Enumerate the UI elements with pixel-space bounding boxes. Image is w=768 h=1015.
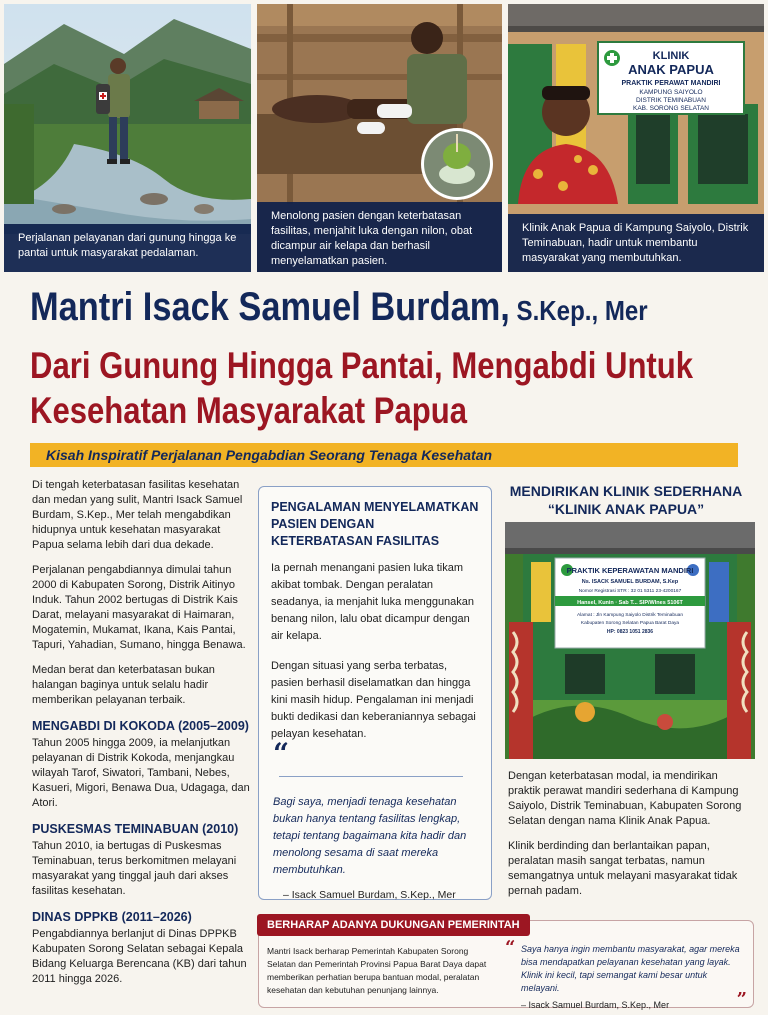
- clinic-story-text: [508, 769, 748, 909]
- clinic-photo: [505, 522, 755, 759]
- dppkb-paragraph: Pengabdiannya berlanjut di Dinas DPPKB Kabupaten Sorong Selatan sebagai Kepala Bidang Keluarga Berencana (KB) dari tahun 2011 hingga 2026.: [32, 928, 247, 985]
- rescue-story-paragraph-1: Ia pernah menangani pasien luka tikam akibat tombak. Dengan peralatan seadanya, ia menjahit luka menggunakan benang nilon, lalu obat dicampur dengan air kelapa.: [271, 562, 475, 642]
- clinic-sign-registration: Nomor Registrasi STR : 32 01 5311 23-4200167: [578, 589, 682, 594]
- clinic-sign-title: PRAKTIK KEPERAWATAN MANDIRI: [566, 566, 694, 575]
- intro-paragraph: Di tengah keterbatasan fasilitas kesehatan dan medan yang sulit, Mantri Isack Samuel Burdam, S.Kep., Mer telah mengabdikan hidupnya untuk kesehatan masyarakat Papua selama lebih dari dua dekade.: [32, 479, 243, 551]
- photo-caption-clinic: Klinik Anak Papua di Kampung Saiyolo, Distrik Teminabuan, hadir untuk membantu masyarakat yang membutuhkan.: [508, 214, 764, 272]
- quote-mark-icon: “: [273, 737, 290, 770]
- clinic-sign-permit: Hansel, Kunin · Sab T... SIP/Wlnes 5106T: [577, 600, 683, 606]
- clinic-sign-address-1: Alamat : Jln Kampung Saiyolo Distrik Teminabuan: [576, 613, 684, 618]
- clinic-sign-title-2: ANAK PAPUA: [628, 62, 714, 77]
- dedication-paragraph: Medan berat dan keterbatasan bukan halangan baginya untuk selalu hadir memberikan pelayanan terbaik.: [32, 664, 215, 706]
- rescue-story-paragraph-2: Dengan situasi yang serba terbatas, pasien berhasil diselamatkan dan hingga kini masih hidup. Pengalaman ini menjadi bukti dedikasi dan keberaniannya sebagai pelayan kesehatan.: [271, 660, 476, 740]
- clinic-sign-line-4: KAB. SORONG SELATAN: [633, 105, 709, 112]
- headline-name: [30, 284, 649, 334]
- photo-clinic-front: [508, 4, 764, 272]
- pull-quote: [273, 737, 479, 901]
- tagline-banner: Kisah Inspiratif Perjalanan Pengabdian Seorang Tenaga Kesehatan: [30, 443, 738, 467]
- clinic-section-title-line: MENDIRIKAN KLINIK SEDERHANA: [509, 483, 743, 499]
- clinic-sign-name: Ns. ISACK SAMUEL BURDAM, S.Kep: [581, 579, 679, 585]
- section-heading-dppkb: DINAS DPPKB (2011–2026): [32, 910, 192, 924]
- government-support-text: Mantri Isack berharap Pemerintah Kabupaten Sorong Selatan dan Pemerintah Provinsi Papua Barat Daya dapat memberikan perhatian berupa bantuan modal, peralatan kesehatan dan kebutuhan penunjang lainnya.: [267, 946, 487, 995]
- kokoda-paragraph: Tahun 2005 hingga 2009, ia melanjutkan pelayanan di Distrik Kokoda, menjangkau wilayah Tarof, Siwatori, Tambani, Nebes, Kasueri, Migori, Benawa Dua, Udagaga, dan Atori.: [32, 737, 250, 809]
- career-start-paragraph: Perjalanan pengabdiannya dimulai tahun 2000 di Kabupaten Sorong, Distrik Aitinyo Induk. Tahun 2002 bertugas di Distrik Kais Darat, melayani masyarakat di Haimaran, Mogatemin, Mukamat, Ikana, Kais Pantai, Tapuri, Yahadian, Sumano, hingga Benawa.: [32, 564, 246, 651]
- photo-treatment: [257, 4, 502, 272]
- clinic-building-illustration: [505, 522, 755, 759]
- section-heading-kokoda: MENGABDI DI KOKODA (2005–2009): [32, 719, 249, 733]
- section-heading-puskesmas: PUSKESMAS TEMINABUAN (2010): [32, 822, 239, 836]
- clinic-sign-line-1: PRAKTIK PERAWAT MANDIRI: [621, 80, 721, 87]
- pull-quote-text: Bagi saya, menjadi tenaga kesehatan bukan hanya tentang fasilitas lengkap, tetapi tentang bagaimana kita hadir dan menolong sesama di saat mereka membutuhkan.: [273, 796, 467, 876]
- headline-subtitle: Dari Gunung Hingga Pantai, Mengabdi Untuk Kesehatan Masyarakat Papua: [30, 345, 694, 431]
- pull-quote-author: – Isack Samuel Burdam, S.Kep., Mer: [283, 889, 456, 901]
- photo-caption-journey: Perjalanan pelayanan dari gunung hingga ke pantai untuk masyarakat pedalaman.: [4, 224, 251, 272]
- clinic-paragraph-2: Klinik berdinding dan berlantaikan papan, peralatan masih sangat terbatas, namun semangatnya untuk melayani masyarakat tidak pernah padam.: [508, 840, 738, 897]
- headline-degree: S.Kep., Mer: [509, 295, 648, 326]
- clinic-sign-line-2: KAMPUNG SAIYOLO: [639, 89, 703, 96]
- government-support-box: [258, 920, 754, 1008]
- rescue-story-box: [258, 486, 492, 900]
- quote-open-icon: “: [505, 937, 516, 958]
- clinic-sign-phone: HP: 0823 1051 2836: [606, 629, 654, 635]
- quote-divider: [279, 776, 463, 777]
- clinic-sign-title-1: KLINIK: [652, 50, 690, 62]
- government-support-quote: [505, 937, 747, 1012]
- clinic-sign-line-3: DISTRIK TEMINABUAN: [636, 97, 706, 104]
- photo-journey: [4, 4, 251, 272]
- clinic-paragraph-1: Dengan keterbatasan modal, ia mendirikan praktik perawat mandiri sederhana di Kampung Saiyolo, Distrik Teminabuan, Kabupaten Sorong Selatan dengan nama Klinik Anak Papua.: [508, 770, 742, 827]
- left-column: [32, 478, 254, 997]
- government-support-quote-author: – Isack Samuel Burdam, S.Kep., Mer: [521, 1000, 670, 1010]
- quote-close-icon: ”: [736, 989, 747, 1010]
- government-support-quote-text: Saya hanya ingin membantu masyarakat, agar mereka bisa mendapatkan pelayanan kesehatan yang layak. Klinik ini kecil, tapi semangat kami besar untuk melayani.: [521, 944, 740, 993]
- headline-name-text: Mantri Isack Samuel Burdam,: [30, 285, 510, 329]
- rescue-story-title: PENGALAMAN MENYELAMATKAN PASIEN DENGAN KETERBATASAN FASILITAS: [271, 500, 479, 548]
- government-support-tag: BERHARAP ADANYA DUKUNGAN PEMERINTAH: [257, 914, 530, 936]
- clinic-section-title: [502, 482, 750, 518]
- puskesmas-paragraph: Tahun 2010, ia bertugas di Puskesmas Teminabuan, terus berkomitmen melayani masyarakat yang tinggal jauh dari akses fasilitas kesehatan.: [32, 840, 237, 897]
- clinic-section-title-quoted: “KLINIK ANAK PAPUA”: [547, 501, 705, 517]
- photo-caption-treatment: Menolong pasien dengan keterbatasan fasilitas, menjahit luka dengan nilon, obat dicampur air kelapa dan berhasil menyelamatkan pasien.: [257, 202, 502, 272]
- clinic-sign-address-2: Kabupaten Sorong Selatan Papua Barat Daya: [580, 621, 680, 626]
